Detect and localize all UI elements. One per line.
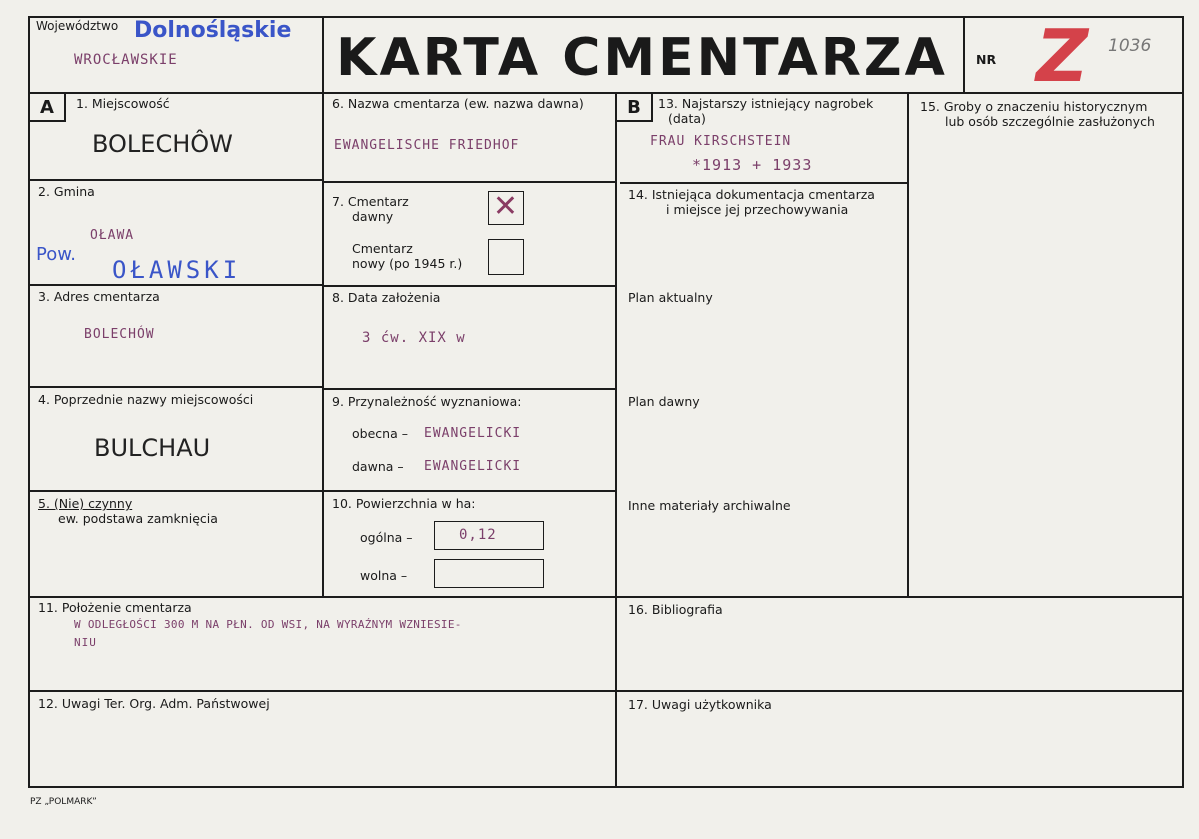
f11-value-line1: W ODLEGŁOŚCI 300 M NA PŁN. OD WSI, NA WYRAŹNYM WZNIESIE- (74, 618, 462, 631)
f7-new-label: Cmentarz (352, 241, 413, 256)
f13-sublabel: (data) (668, 111, 706, 126)
f3-label: 3. Adres cmentarza (38, 289, 160, 304)
f7-new-checkbox[interactable] (488, 239, 524, 275)
f9-current-label: obecna – (352, 426, 408, 441)
f10-free-label: wolna – (360, 568, 408, 583)
f16-label: 16. Bibliografia (628, 602, 723, 617)
f14-label: 14. Istniejąca dokumentacja cmentarza (628, 187, 875, 202)
f14-other: Inne materiały archiwalne (628, 498, 791, 513)
f9-label: 9. Przynależność wyznaniowa: (332, 394, 522, 409)
f10-total-label: ogólna – (360, 530, 413, 545)
f17-label: 17. Uwagi użytkownika (628, 697, 772, 712)
f7-old: dawny (352, 209, 394, 224)
f13-value-line2: *1913 + 1933 (692, 156, 813, 174)
voivodeship-label: Województwo (36, 19, 119, 33)
f13-value-line1: FRAU KIRSCHSTEIN (650, 134, 792, 149)
f1-value: BOLECHÔW (92, 130, 233, 158)
f14-plan-old: Plan dawny (628, 394, 700, 409)
printer-mark: PZ „POLMARK” (30, 797, 97, 807)
nr-value: 1036 (1108, 36, 1152, 56)
f2-handwritten: OŁAWA (90, 228, 135, 243)
f7-old-checkbox[interactable] (488, 191, 524, 225)
f14-plan-current: Plan aktualny (628, 290, 713, 305)
f9-former: EWANGELICKI (424, 459, 522, 474)
f9-current: EWANGELICKI (424, 426, 522, 441)
section-b-letter: B (615, 92, 653, 122)
section-a-letter: A (28, 92, 66, 122)
voivodeship-handwritten: WROCŁAWSKIE (74, 52, 178, 68)
f2-label: 2. Gmina (38, 184, 95, 199)
f15-label: 15. Groby o znaczeniu historycznym (920, 99, 1148, 114)
f4-label: 4. Poprzednie nazwy miejscowości (38, 392, 254, 407)
f7-old-mark: ✕ (492, 189, 519, 224)
f4-value: BULCHAU (94, 434, 211, 462)
f10-total: 0,12 (459, 527, 497, 543)
f1-label: 1. Miejscowość (76, 96, 170, 111)
f12-label: 12. Uwagi Ter. Org. Adm. Państwowej (38, 696, 270, 711)
f8-value: 3 ćw. XIX w (362, 330, 466, 346)
f5-sublabel: ew. podstawa zamknięcia (58, 511, 218, 526)
f6-value: EWANGELISCHE FRIEDHOF (334, 138, 520, 153)
f11-value-line2: NIU (74, 636, 97, 649)
f2-prefix: Pow. (36, 244, 77, 265)
f13-label: 13. Najstarszy istniejący nagrobek (658, 96, 874, 111)
nr-letter: Z (1036, 14, 1089, 98)
f3-value: BOLECHÓW (84, 327, 155, 342)
nr-label: NR (976, 52, 997, 67)
f14-sublabel: i miejsce jej przechowywania (666, 202, 849, 217)
f2-value: OŁAWSKI (112, 256, 242, 284)
f8-label: 8. Data założenia (332, 290, 441, 305)
f9-former-label: dawna – (352, 459, 404, 474)
f10-free-field[interactable] (434, 559, 544, 588)
voivodeship-stamp: Dolnośląskie (134, 18, 292, 43)
f15-sublabel: lub osób szczególnie zasłużonych (945, 114, 1155, 129)
f7-label: 7. Cmentarz (332, 194, 409, 209)
f5-label: 5. (Nie) czynny (38, 496, 133, 511)
f10-total-field[interactable] (434, 521, 544, 550)
f11-label: 11. Położenie cmentarza (38, 600, 192, 615)
f10-label: 10. Powierzchnia w ha: (332, 496, 476, 511)
f6-label: 6. Nazwa cmentarza (ew. nazwa dawna) (332, 96, 584, 111)
page-title: KARTA CMENTARZA (336, 28, 948, 88)
f7-new: nowy (po 1945 r.) (352, 256, 463, 271)
